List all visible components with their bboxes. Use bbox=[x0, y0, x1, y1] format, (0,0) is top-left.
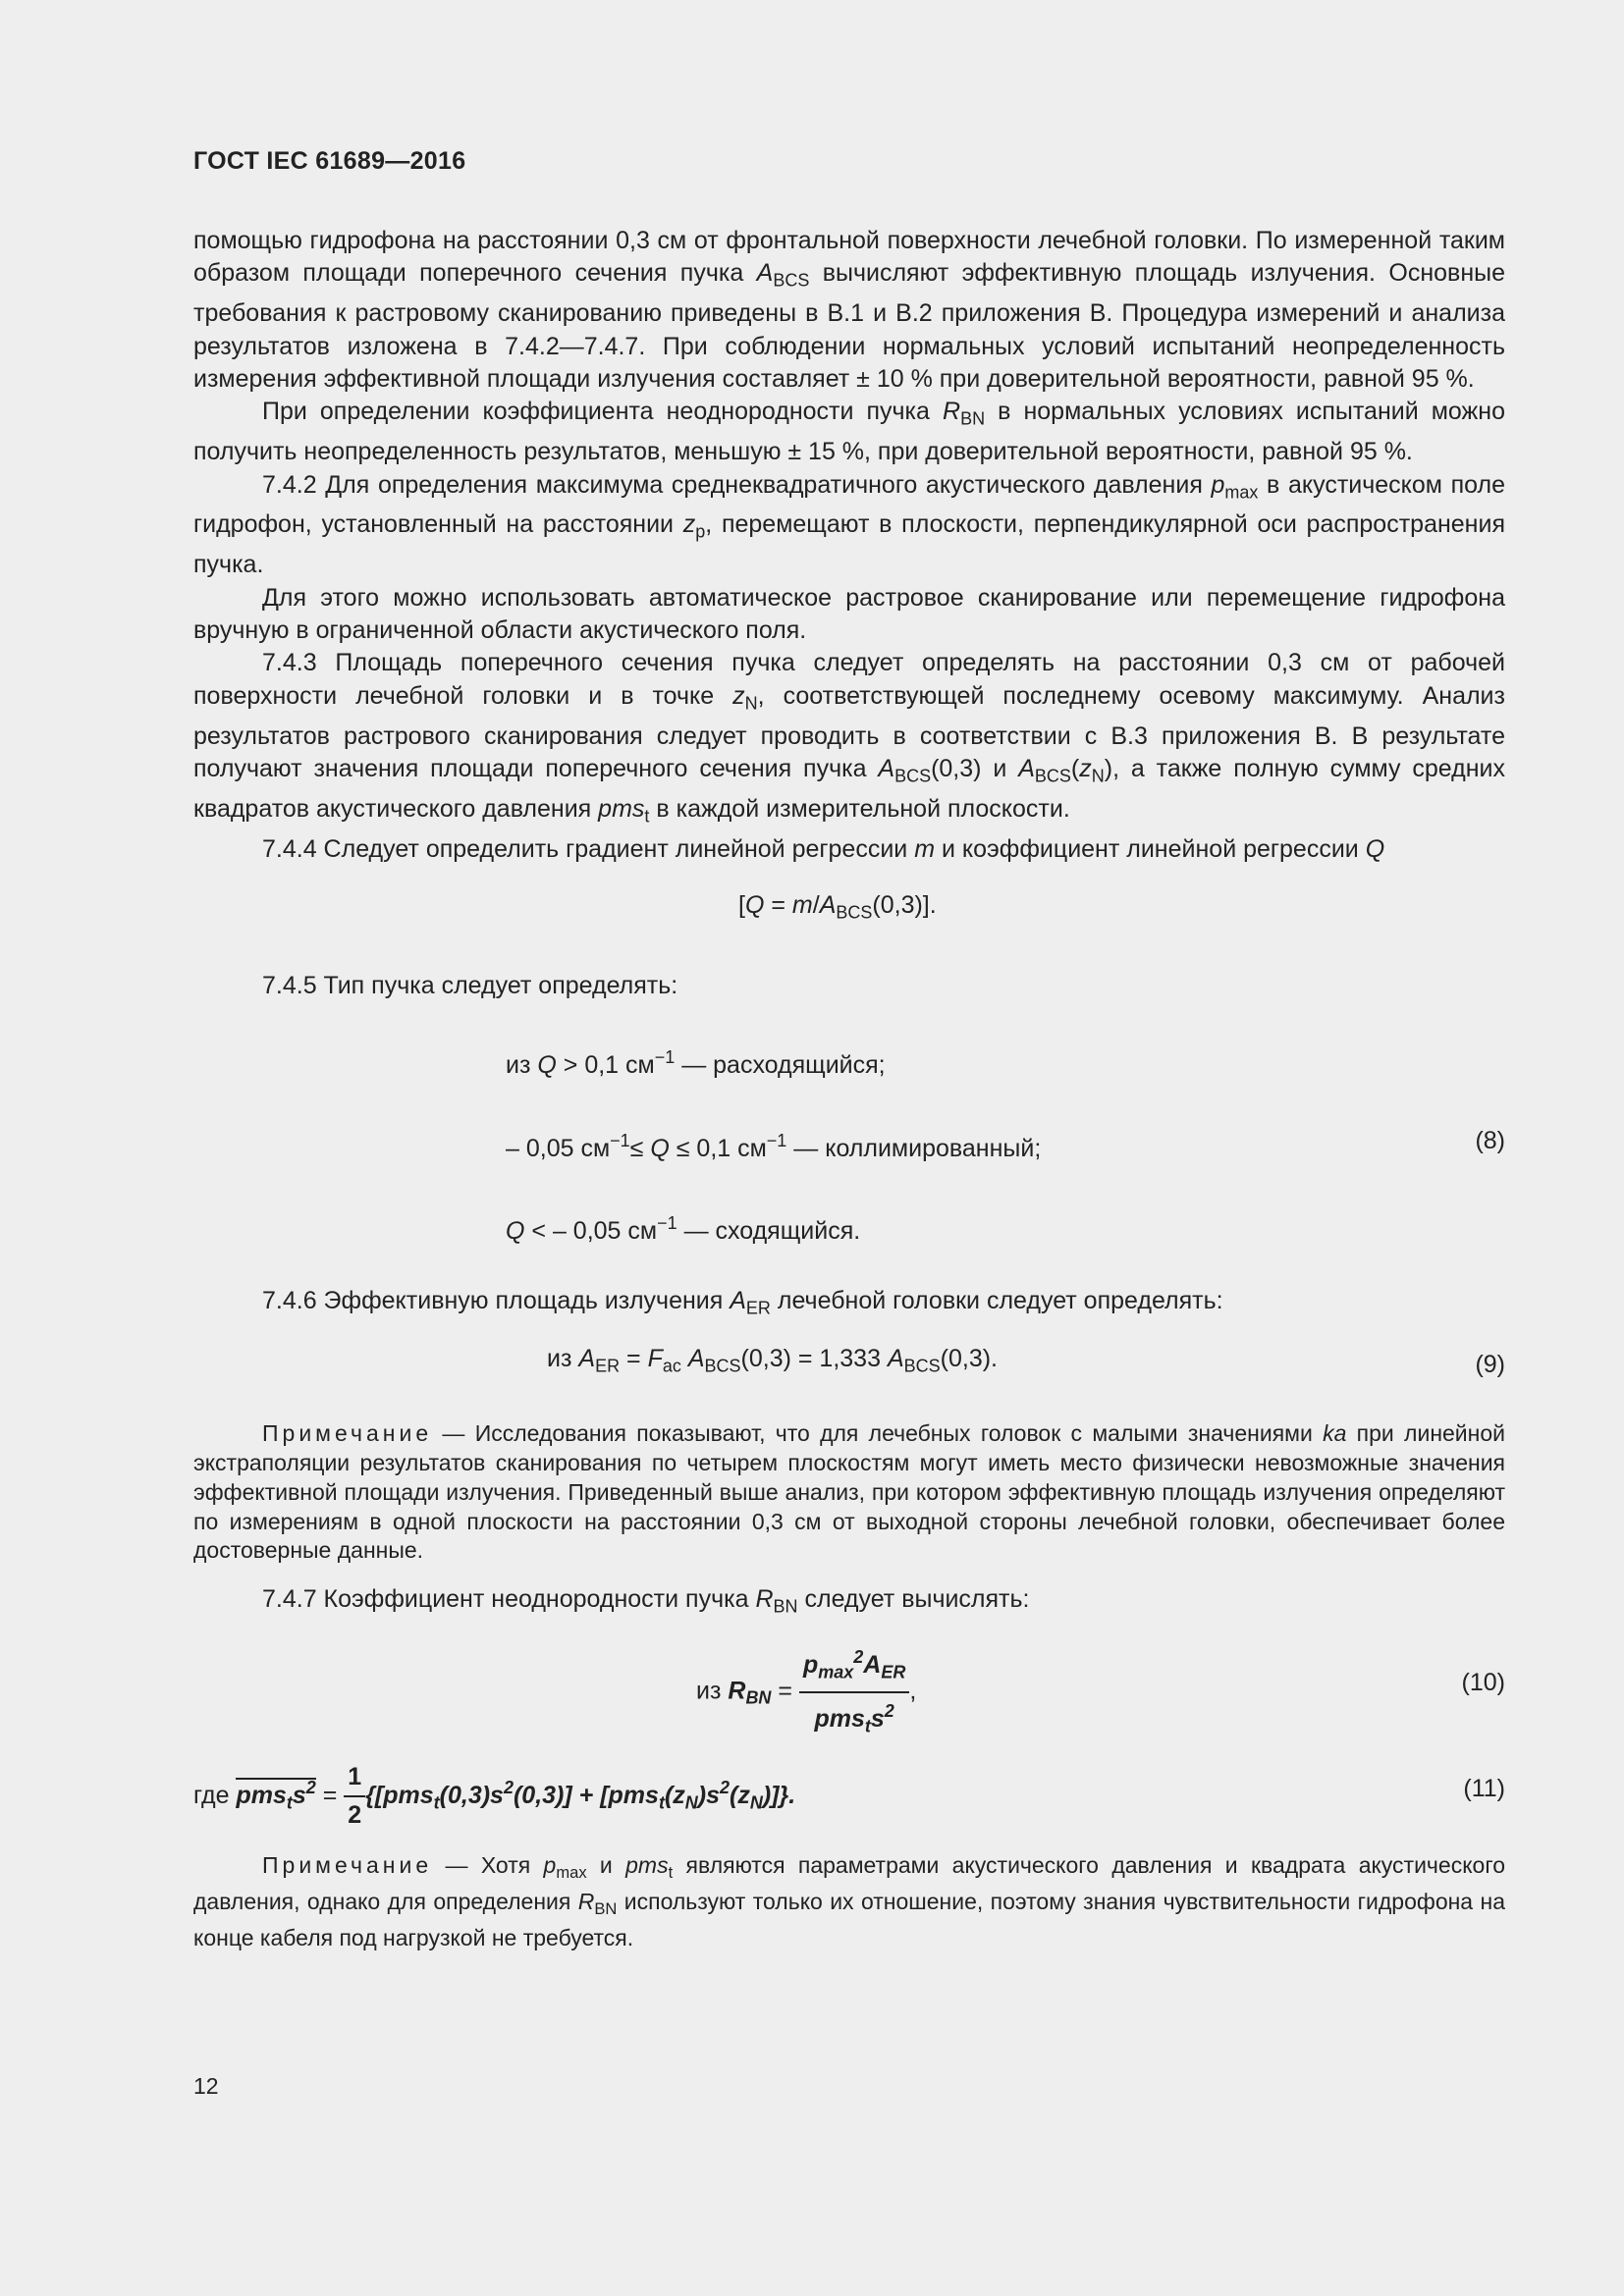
paragraph-intro: помощью гидрофона на расстоянии 0,3 см от фронтальной поверхности лечебной головки. По измеренной таким образом площади поперечного сечения пучка $A_{BCS}$ вычисляют эффективную площадь излучения. Основные требования к растровому сканированию приведены в В.1 и В.2 приложения В. Процедура измерений и анализа результатов изложена в 7.4.2—7.4.7. При соблюдении нормальных условий испытаний неопределенность измерения эффективной площади излучения составляет ± 10 % при доверительной вероятности, равной 95 %. bbox=[193, 227, 1505, 394]
rbn-fraction: $\frac{p_{max}^2A_{ER}}{pms_ts^2}$ bbox=[799, 1641, 909, 1742]
beam-type-divergent: из Q > 0,1 $см^{-1}$ — расходящийся; bbox=[506, 1047, 886, 1080]
document-body bbox=[193, 225, 1505, 1952]
beam-type-convergent: Q < – 0,05 $см^{-1}$ — сходящийся. bbox=[506, 1213, 861, 1246]
paragraph-7-4-4: 7.4.4 Следует определить градиент линейной регрессии m и коэффициент линейной регрессии Q bbox=[262, 834, 1385, 863]
paragraph-7-4-2: 7.4.2 Для определения максимума среднеквадратичного акустического давления $p_{max}$ в акустическом поле гидрофон, установленный на расстоянии $z_p$, перемещают в плоскости, перпендикулярной оси распространения пучка. bbox=[193, 470, 1505, 579]
equation-number-10: (10) bbox=[1461, 1669, 1505, 1697]
equation-number-11: (11) bbox=[1463, 1775, 1505, 1803]
formula-beam-type bbox=[193, 1020, 1505, 1285]
paragraph-raster-scan: Для этого можно использовать автоматическое растровое сканирование или перемещение гидрофона вручную в ограниченной области акустического поля. bbox=[193, 583, 1505, 645]
beam-type-collimated: – 0,05 $см^{-1}\le Q \le 0,1$ $см^{-1}$ — коллимированный; bbox=[506, 1131, 1042, 1163]
paragraph-7-4-3: 7.4.3 Площадь поперечного сечения пучка следует определять на расстоянии 0,3 см от рабочей поверхности лечебной головки и в точке $z_N$, соответствующей последнему осевому максимуму. Анализ результатов растрового сканирования следует проводить в соответствии с В.3 приложения В. В результате получают значения площади поперечного сечения пучка $A_{BCS}(0,3)$ и $A_{BCS}(z_N)$, а также полную сумму средних квадратов акустического давления pms$_t$ в каждой измерительной плоскости. bbox=[193, 649, 1505, 827]
document-header: ГОСТ IEC 61689—2016 bbox=[193, 147, 466, 175]
equation-number-8: (8) bbox=[1475, 1127, 1505, 1155]
note-label: Примечание bbox=[262, 1420, 433, 1447]
paragraph-7-4-6: 7.4.6 Эффективную площадь излучения $A_{ER}$ лечебной головки следует определять: bbox=[262, 1287, 1223, 1318]
formula-aer: из $A_{ER} = F_{ac}$ $A_{BCS}(0,3) = 1,333$ $A_{BCS}(0,3)$. (9) bbox=[193, 1325, 1505, 1414]
paragraph-7-4-5: 7.4.5 Тип пучка следует определять: bbox=[262, 972, 678, 1000]
paragraph-rbn-uncertainty: При определении коэффициента неоднородности пучка $R_{BN}$ в нормальных условиях испытаний можно получить неопределенность результатов, меньшую ± 15 %, при доверительной вероятности, равной 95 %. bbox=[193, 398, 1505, 466]
formula-mean-square: где $pms_ts^2$ = $\frac{1}{2}$ $\{[pms_t(0,3)s^2(0,3)] + [pms_t(z_N)s^2(z_N)]\}$. (11) bbox=[193, 1747, 1505, 1845]
note-1: Примечание — Исследования показывают, что для лечебных головок с малыми значениями ka при линейной экстраполяции результатов сканирования по четырем плоскостям могут иметь место физически невозможные значения эффективной площади излучения. Приведенный выше анализ, при котором эффективную площадь излучения определяют по измерениям в одной плоскости на расстоянии 0,3 см от выходной стороны лечебной головки, обеспечивает более достоверные данные. bbox=[193, 1420, 1505, 1564]
note-label: Примечание bbox=[262, 1852, 433, 1879]
equation-number-9: (9) bbox=[1475, 1351, 1505, 1379]
paragraph-7-4-7: 7.4.7 Коэффициент неоднородности пучка $R_{BN}$ следует вычислять: bbox=[262, 1585, 1030, 1617]
note-2: Примечание — Хотя $p_{max}$ и pms$_t$ являются параметрами акустического давления и квадрата акустического давления, однако для определения $R_{BN}$ используют только их отношение, поэтому знания чувствительности гидрофона на конце кабеля под нагрузкой не требуется. bbox=[193, 1852, 1505, 1950]
page-number: 12 bbox=[193, 2073, 219, 2099]
formula-rbn: из $R_{BN}$ = $\frac{p_{max}^2A_{ER}}{pms_ts^2}$ , (10) bbox=[193, 1629, 1505, 1747]
half-fraction: $\frac{1}{2}$ bbox=[344, 1761, 365, 1833]
formula-q-definition: $[Q = m/A_{BCS}(0,3)]$. bbox=[738, 891, 937, 923]
